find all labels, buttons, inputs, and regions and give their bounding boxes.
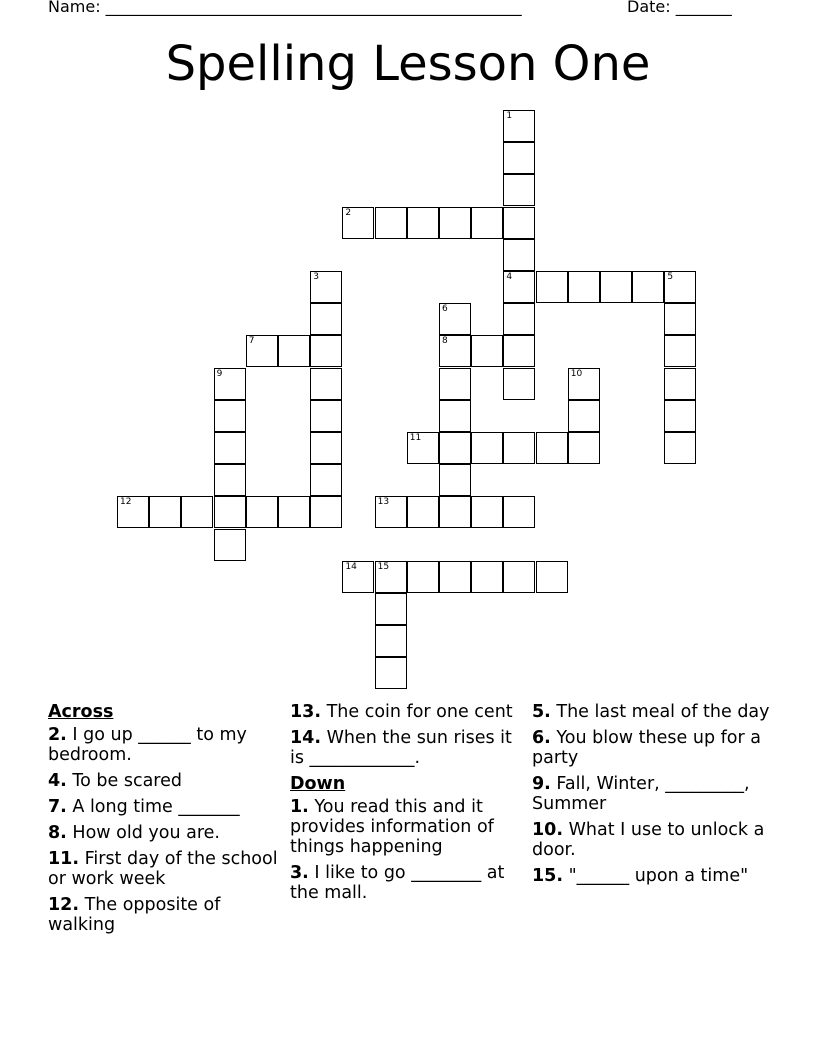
grid-cell[interactable]	[407, 207, 439, 239]
grid-cell[interactable]	[214, 400, 246, 432]
grid-cell[interactable]	[503, 368, 535, 400]
clue-down-3	[290, 863, 528, 903]
grid-cell[interactable]	[375, 625, 407, 657]
clue-across-7	[48, 797, 286, 817]
clue-down-15	[532, 866, 770, 886]
clue-column-3	[532, 702, 770, 892]
grid-cell[interactable]	[310, 464, 342, 496]
clue-across-12	[48, 895, 286, 935]
clue-text: How old you are.	[72, 823, 220, 843]
grid-cell[interactable]	[439, 368, 471, 400]
grid-cell[interactable]	[664, 303, 696, 335]
clue-number: 12.	[48, 895, 80, 915]
grid-cell[interactable]	[439, 400, 471, 432]
grid-cell[interactable]	[503, 239, 535, 271]
grid-cell[interactable]	[503, 303, 535, 335]
grid-cell[interactable]	[310, 432, 342, 464]
clue-number: 6.	[532, 728, 551, 748]
cell-number: 12	[120, 497, 132, 508]
grid-cell[interactable]	[310, 400, 342, 432]
clue-number: 15.	[532, 866, 564, 886]
clue-down-6	[532, 728, 770, 768]
clue-across-8	[48, 823, 286, 843]
grid-cell[interactable]	[278, 335, 310, 367]
grid-cell[interactable]	[600, 271, 632, 303]
page-title: Spelling Lesson One	[165, 36, 651, 92]
clue-down-1	[290, 797, 528, 857]
clue-column-1	[48, 702, 286, 941]
grid-cell[interactable]	[407, 496, 439, 528]
clue-number: 2.	[48, 725, 67, 745]
grid-cell[interactable]	[503, 142, 535, 174]
clue-number: 1.	[290, 797, 309, 817]
grid-cell[interactable]	[503, 432, 535, 464]
grid-cell[interactable]	[310, 496, 342, 528]
grid-cell[interactable]	[407, 561, 439, 593]
grid-cell[interactable]	[407, 432, 439, 464]
clue-column-2	[290, 702, 528, 909]
clue-text: First day of the school or work week	[48, 849, 278, 889]
grid-cell[interactable]	[439, 496, 471, 528]
clue-text: "______ upon a time"	[568, 866, 749, 886]
clue-text: The last meal of the day	[556, 702, 770, 722]
grid-cell[interactable]	[568, 432, 600, 464]
cell-number: 3	[313, 272, 319, 282]
grid-cell[interactable]	[246, 335, 278, 367]
grid-cell[interactable]	[375, 561, 407, 593]
clue-number: 8.	[48, 823, 67, 843]
clue-text: What I use to unlock a door.	[532, 820, 765, 860]
cell-number: 13	[377, 497, 390, 508]
grid-cell[interactable]	[471, 207, 503, 239]
clue-text: The coin for one cent	[326, 702, 513, 722]
grid-cell[interactable]	[439, 432, 471, 464]
cell-number: 14	[345, 561, 357, 572]
name-field-label: Name: ____________________________________________________	[48, 0, 522, 16]
grid-cell[interactable]	[471, 432, 503, 464]
clue-number: 10.	[532, 820, 564, 840]
grid-cell[interactable]	[568, 400, 600, 432]
clue-across-2	[48, 725, 286, 765]
clue-number: 13.	[290, 702, 322, 722]
clue-text: The opposite of walking	[48, 895, 221, 935]
cell-number: 9	[216, 368, 223, 379]
grid-cell[interactable]	[503, 174, 535, 206]
clue-text: Fall, Winter, _________, Summer	[532, 774, 750, 814]
cell-number: 10	[570, 368, 583, 379]
grid-cell[interactable]	[471, 335, 503, 367]
grid-cell[interactable]	[214, 529, 246, 561]
grid-cell[interactable]	[439, 207, 471, 239]
clue-text: I like to go ________ at the mall.	[290, 863, 505, 903]
grid-cell[interactable]	[310, 368, 342, 400]
grid-cell[interactable]	[503, 561, 535, 593]
clue-text: You read this and it provides information of things happening	[290, 797, 494, 857]
grid-cell[interactable]	[278, 496, 310, 528]
grid-cell[interactable]	[246, 496, 278, 528]
across-heading: Across	[48, 702, 114, 722]
grid-cell[interactable]	[439, 335, 471, 367]
grid-cell[interactable]	[439, 464, 471, 496]
date-field-label: Date: _______	[627, 0, 732, 16]
clue-down-9	[532, 774, 770, 814]
down-heading: Down	[290, 774, 346, 794]
grid-cell[interactable]	[310, 303, 342, 335]
clue-text: I go up ______ to my bedroom.	[48, 725, 247, 765]
clue-text: To be scared	[72, 771, 182, 791]
grid-cell[interactable]	[536, 561, 568, 593]
cell-number: 5	[667, 272, 674, 282]
clue-number: 3.	[290, 863, 309, 883]
cell-number: 15	[377, 561, 390, 572]
cell-number: 1	[506, 111, 513, 121]
clue-number: 14.	[290, 728, 322, 748]
grid-cell[interactable]	[503, 496, 535, 528]
clue-across-11	[48, 849, 286, 889]
clue-number: 5.	[532, 702, 551, 722]
grid-cell[interactable]	[375, 207, 407, 239]
grid-cell[interactable]	[439, 561, 471, 593]
clue-number: 9.	[532, 774, 551, 794]
grid-cell[interactable]	[181, 496, 213, 528]
grid-cell[interactable]	[503, 110, 535, 142]
clue-number: 4.	[48, 771, 67, 791]
grid-cell[interactable]	[471, 561, 503, 593]
grid-cell[interactable]	[342, 561, 374, 593]
grid-cell[interactable]	[503, 271, 535, 303]
grid-cell[interactable]	[503, 335, 535, 367]
cell-number: 11	[409, 433, 422, 443]
cell-number: 2	[345, 207, 352, 218]
grid-cell[interactable]	[310, 335, 342, 367]
grid-cell[interactable]	[568, 368, 600, 400]
grid-cell[interactable]	[568, 271, 600, 303]
grid-cell[interactable]	[664, 400, 696, 432]
cell-number: 8	[442, 336, 448, 347]
grid-cell[interactable]	[214, 432, 246, 464]
grid-cell[interactable]	[503, 207, 535, 239]
grid-cell[interactable]	[214, 496, 246, 528]
grid-cell[interactable]	[342, 207, 374, 239]
clue-text: When the sun rises it is ____________.	[290, 728, 512, 768]
grid-cell[interactable]	[536, 271, 568, 303]
clue-text: A long time _______	[72, 797, 240, 817]
grid-cell[interactable]	[439, 303, 471, 335]
grid-cell[interactable]	[375, 593, 407, 625]
grid-cell[interactable]	[214, 368, 246, 400]
clue-number: 7.	[48, 797, 67, 817]
clue-down-10	[532, 820, 770, 860]
grid-cell[interactable]	[632, 271, 664, 303]
cell-number: 4	[506, 272, 513, 282]
cell-number: 7	[248, 336, 255, 347]
grid-cell[interactable]	[471, 496, 503, 528]
grid-cell[interactable]	[536, 432, 568, 464]
clue-across-4	[48, 771, 286, 791]
clue-down-5	[532, 702, 770, 722]
grid-cell[interactable]	[664, 368, 696, 400]
grid-cell[interactable]	[310, 271, 342, 303]
clue-number: 11.	[48, 849, 80, 869]
clue-text: You blow these up for a party	[532, 728, 761, 768]
grid-cell[interactable]	[375, 496, 407, 528]
cell-number: 6	[442, 304, 448, 315]
clue-across-14	[290, 728, 528, 768]
grid-cell[interactable]	[375, 657, 407, 689]
grid-cell[interactable]	[214, 464, 246, 496]
grid-cell[interactable]	[664, 432, 696, 464]
grid-cell[interactable]	[664, 335, 696, 367]
clue-across-13	[290, 702, 528, 722]
grid-cell[interactable]	[664, 271, 696, 303]
grid-cell[interactable]	[117, 496, 149, 528]
grid-cell[interactable]	[149, 496, 181, 528]
